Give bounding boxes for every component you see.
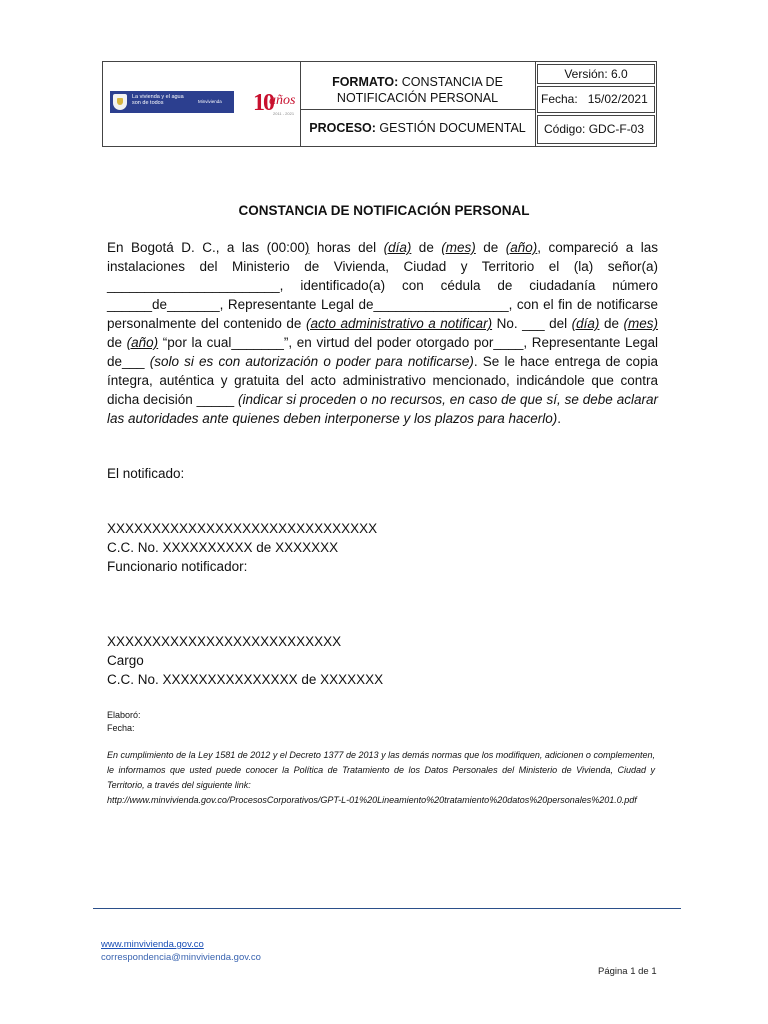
format-title <box>300 62 535 110</box>
text-segment: En Bogotá D. C., a las (00:00 <box>107 240 305 255</box>
main-paragraph <box>107 238 658 428</box>
text-segment: de <box>411 240 442 255</box>
document-title: CONSTANCIA DE NOTIFICACIÓN PERSONAL <box>238 203 530 218</box>
funcionario-label: Funcionario notificador: <box>107 559 248 574</box>
funcionario-cargo: Cargo <box>107 653 144 668</box>
process-label: PROCESO: <box>309 121 376 135</box>
format-value: CONSTANCIA DE NOTIFICACIÓN PERSONAL <box>336 75 503 105</box>
placeholder-month: (mes) <box>441 240 476 255</box>
format-label: FORMATO: <box>332 75 399 89</box>
text-segment: de <box>107 335 127 350</box>
logo-cell <box>103 62 301 146</box>
notificado-id: C.C. No. XXXXXXXXXX de XXXXXXX <box>107 540 339 555</box>
document-header-table <box>102 61 657 147</box>
page-number: Página 1 de 1 <box>598 966 657 977</box>
date-field <box>537 86 655 113</box>
code-field: Código: GDC-F-03 <box>537 115 655 144</box>
anniversary-number: 10 <box>253 90 273 116</box>
process-value: GESTIÓN DOCUMENTAL <box>379 121 526 135</box>
format-process-cell <box>300 62 536 146</box>
privacy-notice <box>107 748 655 808</box>
notificado-label: El notificado: <box>107 466 185 481</box>
footer-divider <box>93 908 681 909</box>
placeholder-month: (mes) <box>623 316 658 331</box>
funcionario-name: XXXXXXXXXXXXXXXXXXXXXXXXXX <box>107 634 342 649</box>
text-segment: de <box>475 240 506 255</box>
notificado-name: XXXXXXXXXXXXXXXXXXXXXXXXXXXXXX <box>107 521 378 536</box>
placeholder-act: (acto administrativo a notificar) <box>305 316 493 331</box>
privacy-policy-link[interactable]: http://www.minvivienda.gov.co/ProcesosCorporativos/GPT-L-01%20Lineamiento%20tratamiento%20datos%20personales%201.0.pdf <box>107 795 637 805</box>
email-address[interactable]: correspondencia@minvivienda.gov.co <box>101 952 261 963</box>
elaboro-label: Elaboró: <box>107 710 141 720</box>
minvivienda-logo <box>110 91 234 113</box>
metadata-cell <box>535 62 656 146</box>
logo-slogan: La vivienda y el agua son de todos <box>132 94 184 106</box>
text-segment: No. ___ del <box>492 316 572 331</box>
anniversary-word: años <box>269 93 296 108</box>
placeholder-day: (día) <box>383 240 412 255</box>
text-segment: de <box>599 316 624 331</box>
version-field: Versión: 6.0 <box>537 64 655 84</box>
italic-note: (solo si es con autorización o poder para notificarse) <box>149 354 474 369</box>
anniversary-logo <box>253 90 295 118</box>
placeholder-year: (año) <box>126 335 159 350</box>
text-segment: , compareció a las instalaciones del Ministerio de Vivienda, Ciudad y Territorio el (la) señor(a) _______________________, identificado(a) con cédula de ciudadanía número ______de_______, Representante Legal de__________________, con el fin de notificarse personalmente del contenido de <box>107 240 658 331</box>
placeholder-year: (año) <box>505 240 538 255</box>
text-segment: . Se le hace entrega de copia íntegra, auténtica y gratuita del acto administrativo mencionado, indicándole que contra dicha decisión _____ <box>107 354 658 407</box>
anniversary-range: 2011 - 2021 <box>273 111 295 116</box>
italic-note: (indicar si proceden o no recursos, en caso de que sí, se debe aclarar las autoridades ante quienes deben interponerse y los plazos para hacerlo) <box>107 392 658 426</box>
logo-ministry-name: Minvivienda <box>198 99 222 104</box>
text-segment: ) <box>304 240 310 255</box>
process-title <box>300 110 535 146</box>
text-segment: “por la cual_______”, en virtud del poder otorgado por____, Representante Legal de___ <box>107 335 658 369</box>
date-label: Fecha: <box>541 92 578 106</box>
text-segment: . <box>557 411 562 426</box>
placeholder-day: (día) <box>571 316 600 331</box>
fecha-label: Fecha: <box>107 723 135 733</box>
funcionario-id: C.C. No. XXXXXXXXXXXXXXX de XXXXXXX <box>107 672 384 687</box>
date-value: 15/02/2021 <box>587 92 648 106</box>
privacy-notice-text: En cumplimiento de la Ley 1581 de 2012 y el Decreto 1377 de 2013 y las demás normas que los modifiquen, adicionen o complementen, le informamos que usted puede conocer la Política de Tratamiento de los Datos Personales del Ministerio de Vivienda, Ciudad y Territorio, a través del siguiente link: <box>107 750 655 790</box>
text-segment: horas del <box>309 240 384 255</box>
coat-of-arms-icon <box>113 94 127 110</box>
website-link[interactable]: www.minvivienda.gov.co <box>101 939 204 950</box>
